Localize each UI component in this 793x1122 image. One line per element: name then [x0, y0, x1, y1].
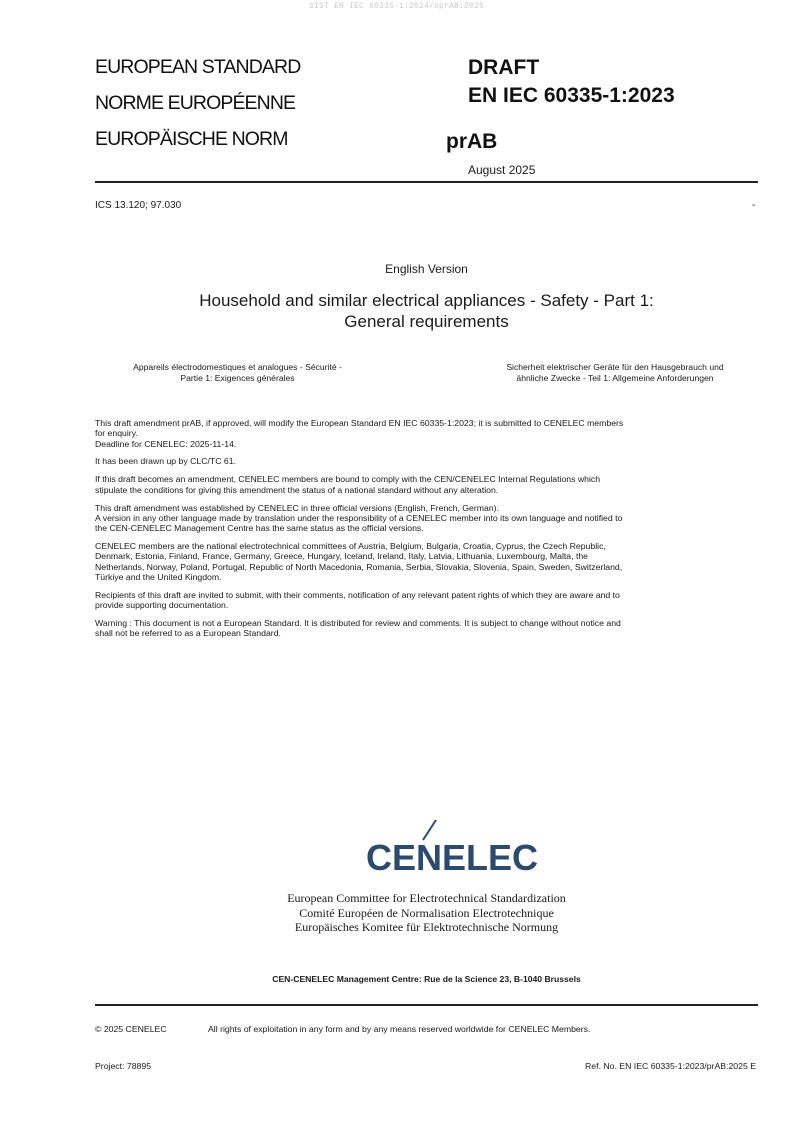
standard-number: EN IEC 60335-1:2023 — [468, 84, 675, 107]
members-paragraph — [95, 541, 755, 582]
p5-line-1: CENELEC members are the national electrotechnical committees of Austria, Belgium, Bulgaria, Croatia, Cyprus, the Czech Republic, — [95, 541, 606, 552]
p2-line: It has been drawn up by CLC/TC 61. — [95, 456, 237, 467]
watermark: SIST EN IEC 60335-1:2024/oprAB:2025 — [308, 2, 485, 11]
project-number: Project: 78895 — [95, 1061, 152, 1071]
committee-name-en: European Committee for Electrotechnical Standardization — [287, 891, 566, 905]
p5-line-4: Türkiye and the United Kingdom. — [95, 571, 222, 582]
title-line-1: Household and similar electrical appliances - Safety - Part 1: — [199, 291, 654, 310]
title-german — [472, 362, 758, 384]
p6-line-1: Recipients of this draft are invited to submit, with their comments, notification of any relevant patent rights of which they are aware and to — [95, 589, 620, 600]
title-fr-line-2: Partie 1: Exigences générales — [180, 373, 295, 383]
rights-statement: All rights of exploitation in any form and by any means reserved worldwide for CENELEC Members. — [208, 1024, 591, 1034]
title-french — [95, 362, 380, 384]
title-de-line-1: Sicherheit elektrischer Geräte für den Hausgebrauch und — [506, 362, 724, 372]
p1-line-1: This draft amendment prAB, if approved, will modify the European Standard EN IEC 60335-1:2023; it is submitted to CENELEC members — [95, 418, 624, 428]
patents-paragraph — [95, 590, 755, 611]
document-title — [95, 290, 758, 332]
p6-line-2: provide supporting documentation. — [95, 600, 229, 611]
ics-code: ICS 13.120; 97.030 — [95, 200, 182, 211]
cenelec-logo — [365, 818, 539, 878]
logo-wordmark: CENELEC — [366, 837, 539, 878]
title-fr-line-1: Appareils électrodomestiques et analogues - Sécurité - — [133, 362, 342, 372]
footer-rule — [95, 1004, 758, 1006]
p1-line-2: for enquiry. — [95, 428, 138, 439]
committee-name-de: Europäisches Komitee für Elektrotechnische Normung — [294, 920, 559, 934]
title-de-line-2: ähnliche Zwecke - Teil 1: Allgemeine Anforderungen — [516, 373, 714, 383]
p7-line-1: Warning : This document is not a European Standard. It is distributed for review and comments. It is subject to change without notice and — [95, 618, 621, 629]
standard-type-de: EUROPÄISCHE NORM — [95, 128, 288, 150]
p3-line-1: If this draft becomes an amendment, CENELEC members are bound to comply with the CEN/CENELEC Internal Regulations which — [95, 474, 601, 485]
p3-line-2: stipulate the conditions for giving this amendment the status of a national standard without any alteration. — [95, 484, 499, 495]
header-rule — [95, 181, 758, 183]
p4-line-2: A version in any other language made by translation under the responsibility of a CENELEC member into its own language and notified to — [95, 512, 623, 523]
committee-paragraph — [95, 456, 755, 466]
title-line-2: General requirements — [344, 312, 509, 331]
enquiry-paragraph — [95, 418, 755, 449]
amendment-label: prAB — [446, 130, 498, 153]
p7-line-2: shall not be referred to as a European Standard. — [95, 628, 281, 639]
p4-line-1: This draft amendment was established by CENELEC in three official versions (English, French, German). — [95, 502, 499, 513]
committee-names — [95, 891, 758, 935]
standard-type-en: EUROPEAN STANDARD — [95, 56, 301, 78]
versions-paragraph — [95, 503, 755, 534]
deadline-line: Deadline for CENELEC: 2025-11-14. — [95, 438, 237, 449]
management-centre-address: CEN-CENELEC Management Centre: Rue de la Science 23, B-1040 Brussels — [272, 974, 581, 984]
reference-number: Ref. No. EN IEC 60335-1:2023/prAB:2025 E — [585, 1061, 756, 1071]
warning-paragraph — [95, 618, 755, 639]
publication-date: August 2025 — [468, 163, 536, 177]
committee-name-fr: Comité Européen de Normalisation Electrotechnique — [299, 905, 554, 920]
p5-line-2: Denmark, Estonia, Finland, France, Germany, Greece, Hungary, Iceland, Ireland, Italy, Latvia, Lithuania, Luxembourg, Malta, the — [95, 551, 589, 562]
body-text — [95, 418, 755, 646]
supersedes: - — [752, 200, 756, 211]
draft-label: DRAFT — [468, 56, 540, 79]
amendment-paragraph — [95, 474, 755, 495]
language-version: English Version — [385, 262, 468, 276]
p4-line-3: the CEN-CENELEC Management Centre has the same status as the official versions. — [95, 523, 424, 534]
copyright: © 2025 CENELEC — [95, 1024, 167, 1034]
standard-type-fr: NORME EUROPÉENNE — [95, 92, 296, 114]
p5-line-3: Netherlands, Norway, Poland, Portugal, Republic of North Macedonia, Romania, Serbia, Slovakia, Slovenia, Spain, Sweden, Switzerland, — [95, 561, 623, 572]
